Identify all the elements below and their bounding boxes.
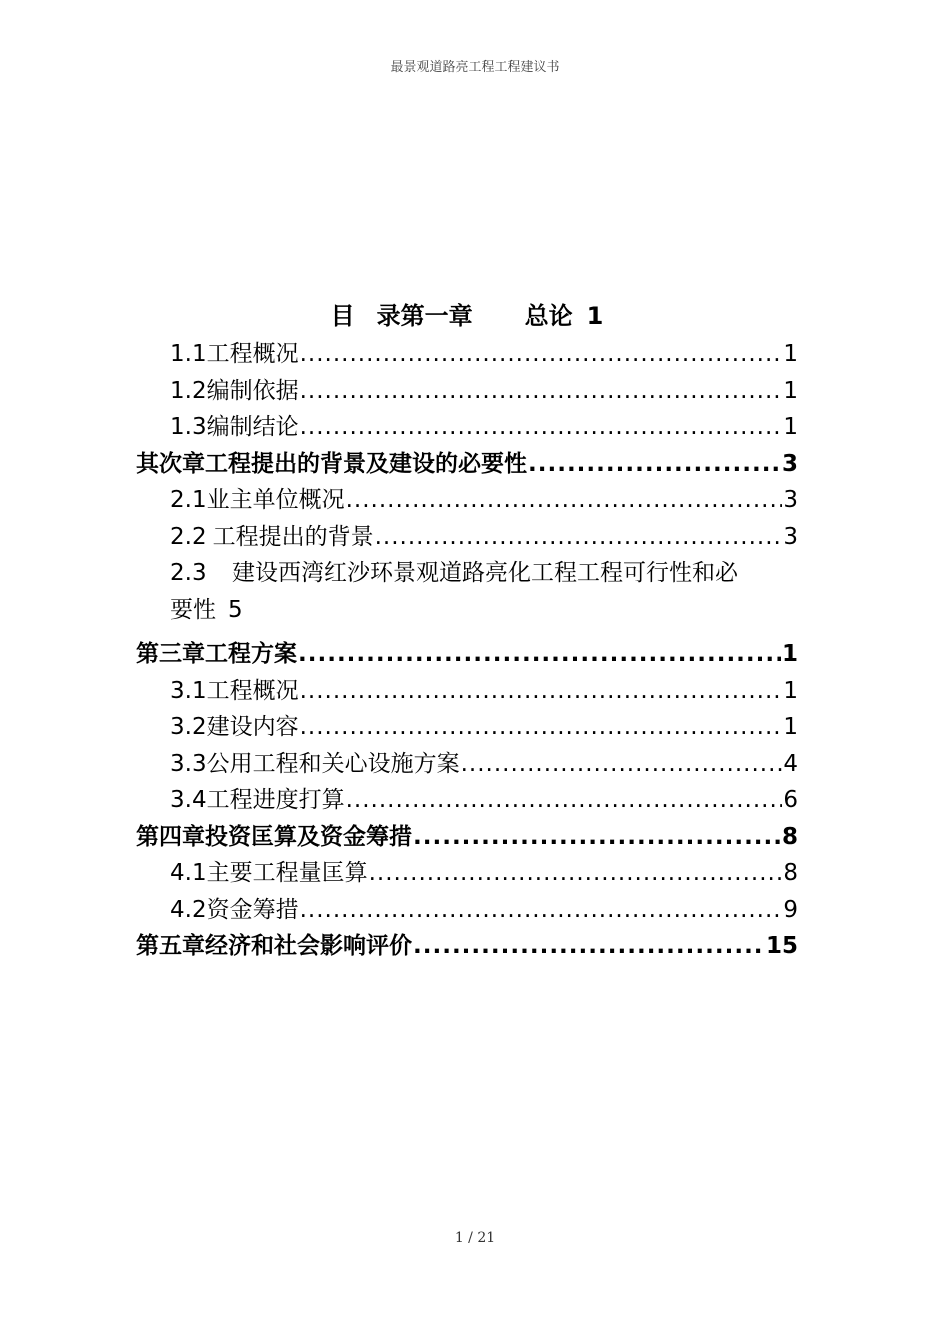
- dot-leader: [300, 373, 783, 410]
- toc-chapter-number: 其次章: [136, 450, 205, 477]
- toc-entry-label: 工程提出的背景: [212, 523, 374, 550]
- toc-entry-number: 1.1: [170, 341, 207, 367]
- dot-leader: [300, 673, 783, 710]
- toc-entry-label: 业主单位概况: [206, 487, 345, 513]
- toc-chapter-page: 3: [781, 450, 798, 477]
- toc-entry-label: 编制依据: [206, 377, 299, 404]
- toc-entry-page: 4: [783, 750, 798, 777]
- running-header: 最景观道路亮工程工程建议书: [390, 60, 560, 75]
- toc-chapter-label: 经济和社会影响评价: [205, 933, 412, 959]
- toc-entry-number: 3.1: [170, 677, 207, 704]
- toc-entry-number: 2.1: [170, 487, 207, 513]
- toc-entry-label-line2: 要性: [170, 596, 216, 623]
- toc-entry-page: 1: [783, 677, 798, 704]
- toc-entry-page: 1: [783, 714, 798, 740]
- toc-chapter-page: 8: [781, 823, 798, 850]
- toc-entry-number: 1.3: [170, 414, 207, 440]
- toc-chapter-number: 第三章: [136, 641, 205, 667]
- dot-leader: [413, 819, 781, 856]
- toc-entry-label: 主要工程量匡算: [206, 860, 368, 886]
- toc-entry-2-1[interactable]: [136, 482, 798, 519]
- toc-entry-1-2[interactable]: [136, 373, 798, 410]
- toc-chapter-3[interactable]: [136, 636, 798, 673]
- toc-entry-label-line1: 建设西湾红沙环景观道路亮化工程工程可行性和必: [232, 560, 738, 586]
- dot-leader: [300, 409, 783, 446]
- toc-entry-page: 3: [783, 487, 798, 513]
- toc-chapter-page: 15: [765, 933, 798, 959]
- toc-entry-number: 1.2: [170, 377, 207, 404]
- dot-leader: [461, 746, 783, 783]
- toc-title-part2: 录第一章: [376, 302, 473, 330]
- toc-entry-page: 5: [228, 596, 243, 623]
- dot-leader: [346, 782, 783, 819]
- toc-entry-number: 2.3: [170, 560, 207, 586]
- toc-entry-1-3[interactable]: [136, 409, 798, 446]
- toc-entry-number: 4.2: [170, 896, 207, 923]
- toc-entry-page: 1: [783, 341, 798, 367]
- toc-entry-page: 3: [783, 523, 798, 550]
- table-of-contents: [136, 336, 798, 965]
- page-number-footer: 1 / 21: [454, 1230, 496, 1246]
- toc-entry-4-1[interactable]: [136, 855, 798, 892]
- toc-entry-3-3[interactable]: [136, 746, 798, 783]
- toc-entry-3-2[interactable]: [136, 709, 798, 746]
- toc-entry-number: 3.4: [170, 787, 207, 813]
- toc-chapter-label: 投资匡算及资金筹措: [205, 823, 412, 850]
- toc-entry-page: 8: [783, 860, 798, 886]
- toc-chapter-4[interactable]: [136, 819, 798, 856]
- toc-entry-label: 公用工程和关心设施方案: [206, 750, 460, 777]
- toc-title-part3: 总论: [524, 302, 573, 330]
- toc-entry-label: 工程概况: [206, 677, 299, 704]
- toc-entry-number: 4.1: [170, 860, 207, 886]
- dot-leader: [413, 928, 765, 965]
- toc-chapter-2[interactable]: [136, 446, 798, 483]
- toc-title-part1: 目: [330, 302, 355, 330]
- toc-entry-page: 1: [783, 414, 798, 440]
- toc-entry-label: 建设内容: [206, 714, 299, 740]
- dot-leader: [300, 709, 783, 746]
- dot-leader: [300, 336, 783, 373]
- toc-entry-1-1[interactable]: [136, 336, 798, 373]
- toc-chapter-label: 工程方案: [205, 641, 297, 667]
- toc-chapter-5[interactable]: [136, 928, 798, 965]
- dot-leader: [369, 855, 783, 892]
- toc-entry-label: 资金筹措: [206, 896, 299, 923]
- toc-entry-2-3[interactable]: [136, 555, 798, 628]
- dot-leader: [298, 636, 781, 673]
- toc-chapter-page: 1: [781, 641, 798, 667]
- dot-leader: [528, 446, 781, 483]
- toc-chapter-number: 第四章: [136, 823, 205, 850]
- toc-title: [136, 296, 798, 331]
- toc-entry-page: 6: [783, 787, 798, 813]
- toc-chapter-label: 工程提出的背景及建设的必要性: [205, 450, 527, 477]
- toc-entry-number: 2.2: [170, 523, 207, 550]
- dot-leader: [300, 892, 783, 929]
- toc-chapter-number: 第五章: [136, 933, 205, 959]
- toc-entry-label: 工程概况: [206, 341, 299, 367]
- toc-entry-number: 3.3: [170, 750, 207, 777]
- dot-leader: [375, 519, 783, 556]
- toc-entry-2-2[interactable]: [136, 519, 798, 556]
- toc-title-page: 1: [586, 302, 604, 330]
- toc-entry-label: 工程进度打算: [206, 787, 345, 813]
- toc-entry-label: 编制结论: [206, 414, 299, 440]
- toc-entry-3-4[interactable]: [136, 782, 798, 819]
- toc-entry-page: 1: [783, 377, 798, 404]
- toc-entry-3-1[interactable]: [136, 673, 798, 710]
- toc-entry-page: 9: [783, 896, 798, 923]
- dot-leader: [346, 482, 783, 519]
- toc-entry-4-2[interactable]: [136, 892, 798, 929]
- toc-entry-number: 3.2: [170, 714, 207, 740]
